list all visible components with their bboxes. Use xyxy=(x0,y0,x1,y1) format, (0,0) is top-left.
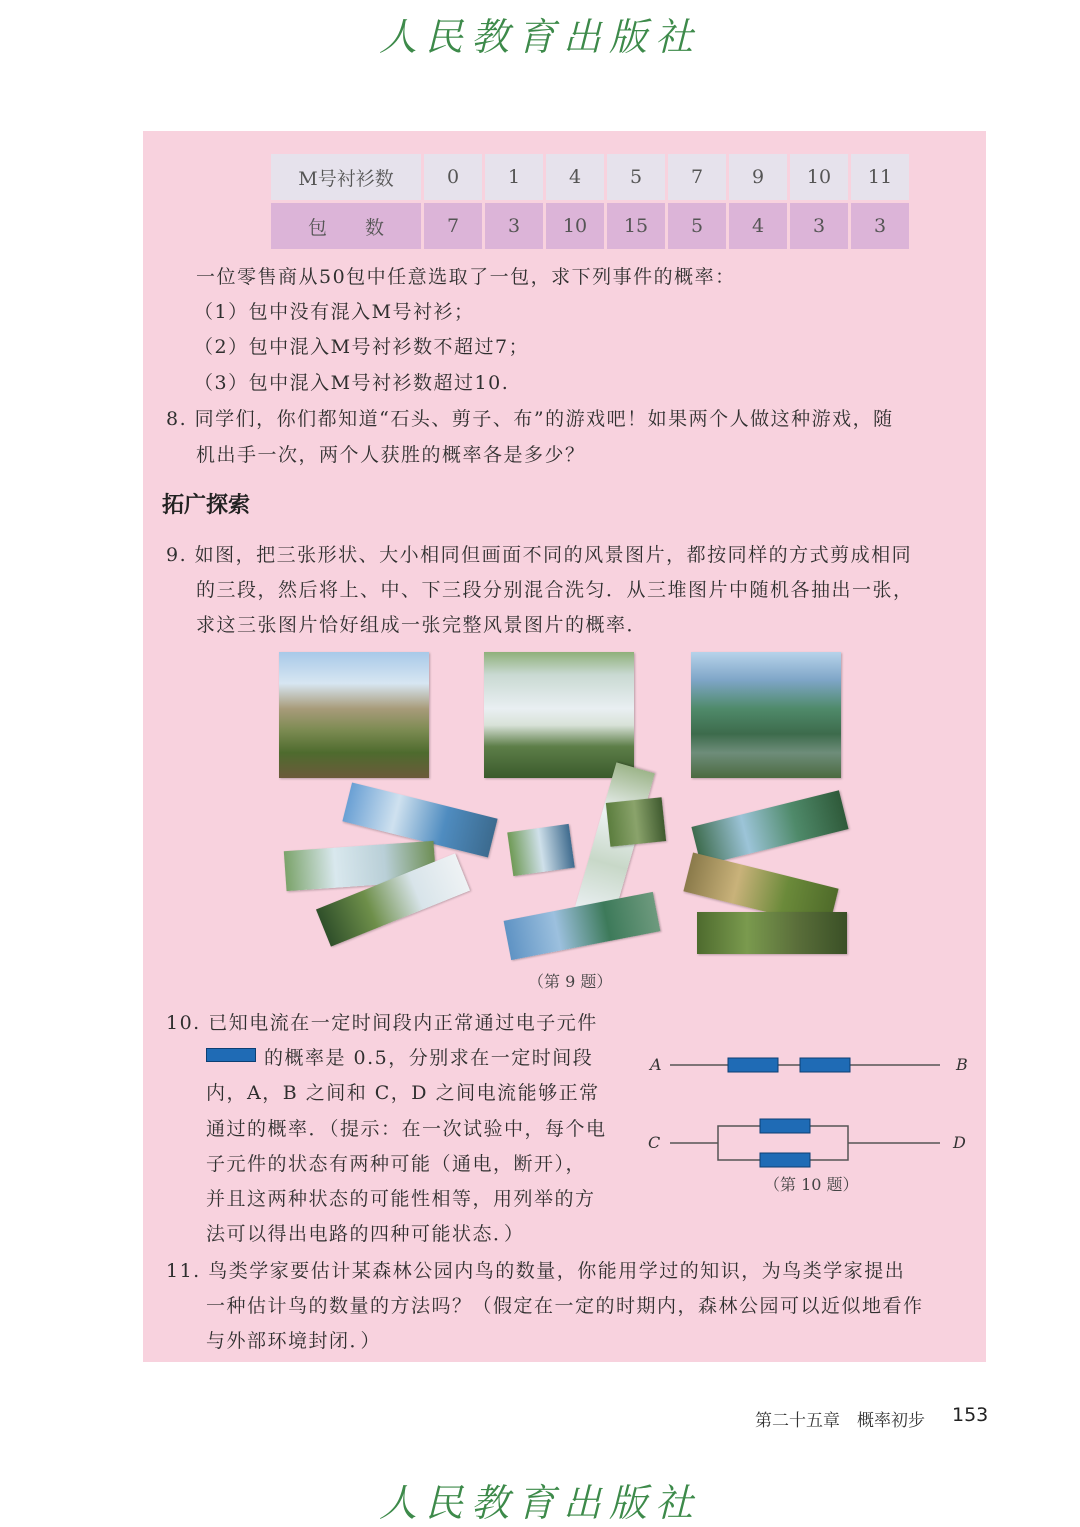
photo-piece xyxy=(507,824,575,876)
table-cell: 0 xyxy=(424,154,482,203)
shirt-table xyxy=(268,154,912,249)
q10-line-4: 通过的概率．（提示：在一次试验中，每个电 xyxy=(206,1118,607,1140)
table-cell: 4 xyxy=(729,203,787,249)
table-cell: 5 xyxy=(607,154,665,203)
table-cell: 7 xyxy=(424,203,482,249)
label-c: C xyxy=(648,1133,661,1152)
electronic-component-icon xyxy=(206,1048,256,1062)
q8-line-1: 8. 同学们，你们都知道“石头、剪子、布”的游戏吧！如果两个人做这种游戏，随 xyxy=(166,408,894,430)
q7-part-3: （3）包中混入M号衬衫数超过10. xyxy=(194,372,510,394)
component-parallel-1 xyxy=(760,1119,810,1133)
publisher-watermark-bottom: 人民教育出版社 xyxy=(378,1481,701,1525)
q11-line-2: 一种估计鸟的数量的方法吗？（假定在一定的时期内，森林公园可以近似地看作 xyxy=(206,1295,924,1317)
q11-line-3: 与外部环境封闭．） xyxy=(206,1330,382,1352)
landscape-photo-1 xyxy=(279,652,429,778)
publisher-watermark-top: 人民教育出版社 xyxy=(378,15,701,59)
q7-part-2: （2）包中混入M号衬衫数不超过7； xyxy=(194,336,530,358)
page-number: 153 xyxy=(952,1404,989,1426)
table-cell: 3 xyxy=(851,203,909,249)
table-cell: 11 xyxy=(851,154,909,203)
q10-line-6: 并且这两种状态的可能性相等，用列举的方 xyxy=(206,1188,596,1210)
q10-line-3: 内，A，B 之间和 C，D 之间电流能够正常 xyxy=(206,1082,600,1104)
circuit-diagram xyxy=(640,1045,980,1175)
component-series-2 xyxy=(800,1058,850,1072)
q10-caption: （第 10 题） xyxy=(764,1175,859,1194)
landscape-photo-3 xyxy=(691,652,841,778)
table-cell: 5 xyxy=(668,203,726,249)
q9-line-1: 9. 如图，把三张形状、大小相同但画面不同的风景图片，都按同样的方式剪成相同 xyxy=(166,544,913,566)
table-cell: 10 xyxy=(546,203,604,249)
table-cell: 7 xyxy=(668,154,726,203)
component-series-1 xyxy=(728,1058,778,1072)
table-cell: 10 xyxy=(790,154,848,203)
chapter-title: 第二十五章 概率初步 xyxy=(755,1411,925,1431)
table-cell: 9 xyxy=(729,154,787,203)
table-row xyxy=(271,203,909,249)
q9-line-3: 求这三张图片恰好组成一张完整风景图片的概率． xyxy=(196,614,648,636)
table-header-shirts: M号衬衫数 xyxy=(271,154,421,203)
table-header-packs: 包 数 xyxy=(271,203,421,249)
q10-line-7: 法可以得出电路的四种可能状态．） xyxy=(206,1223,525,1245)
label-b: B xyxy=(956,1055,968,1074)
q10-line-2: 的概率是 0.5，分别求在一定时间段 xyxy=(264,1047,594,1069)
q9-caption: （第 9 题） xyxy=(528,972,613,991)
label-a: A xyxy=(650,1055,662,1074)
q10-line-1: 10. 已知电流在一定时间段内正常通过电子元件 xyxy=(166,1012,598,1034)
q9-line-2: 的三段，然后将上、中、下三段分别混合洗匀．从三堆图片中随机各抽出一张， xyxy=(196,579,914,601)
q8-line-2: 机出手一次，两个人获胜的概率各是多少？ xyxy=(196,444,586,466)
table-cell: 15 xyxy=(607,203,665,249)
table-cell: 4 xyxy=(546,154,604,203)
photo-piece xyxy=(606,797,666,847)
label-d: D xyxy=(953,1133,966,1152)
photo-piece xyxy=(697,912,847,954)
landscape-photo-2 xyxy=(484,652,634,778)
q10-line-5: 子元件的状态有两种可能（通电，断开）， xyxy=(206,1153,587,1175)
table-cell: 3 xyxy=(485,203,543,249)
component-parallel-2 xyxy=(760,1153,810,1167)
table-row xyxy=(271,154,909,203)
section-heading: 拓广探索 xyxy=(162,493,251,518)
table-cell: 3 xyxy=(790,203,848,249)
q11-line-1: 11. 鸟类学家要估计某森林公园内鸟的数量，你能用学过的知识，为鸟类学家提出 xyxy=(166,1260,906,1282)
q7-intro: 一位零售商从50包中任意选取了一包，求下列事件的概率： xyxy=(196,266,736,288)
q7-part-1: （1）包中没有混入M号衬衫； xyxy=(194,301,475,323)
table-cell: 1 xyxy=(485,154,543,203)
